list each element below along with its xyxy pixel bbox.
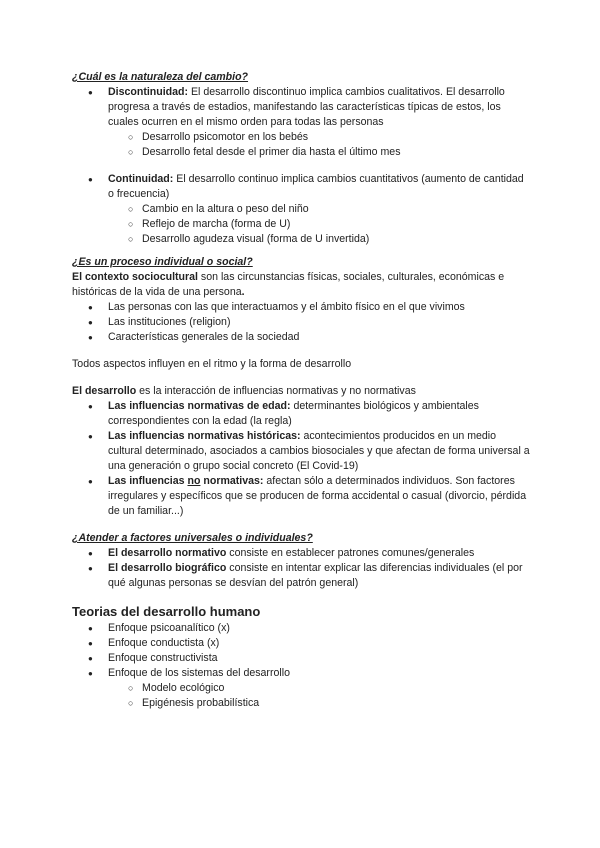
list-item: ● Enfoque psicoanalítico (x): [72, 621, 532, 636]
change-list: [72, 85, 532, 130]
list-item-continuity: [72, 172, 532, 202]
sub-item: ○ Epigénesis probabilística: [72, 696, 532, 711]
document-content: [72, 70, 532, 711]
influences-list: [72, 399, 532, 519]
term-sociocultural: El contexto sociocultural: [72, 271, 198, 283]
development-text: es la interacción de influencias normativas y no normativas: [136, 385, 416, 397]
term-non-normative-b: normativas:: [200, 475, 264, 487]
list-item-historical-influence: [72, 429, 532, 474]
systems-sublist: [72, 681, 532, 711]
section-heading-change: ¿Cuál es la naturaleza del cambio?: [72, 71, 249, 83]
term-continuity: Continuidad:: [108, 173, 174, 185]
sub-item: ○ Modelo ecológico: [72, 681, 532, 696]
period: .: [241, 286, 245, 298]
context-list: [72, 300, 532, 345]
section-heading-social: ¿Es un proceso individual o social?: [72, 256, 253, 268]
discontinuity-examples: [72, 130, 532, 160]
term-biographic: El desarrollo biográfico: [108, 562, 227, 574]
term-development: El desarrollo: [72, 385, 137, 397]
biographic-text: consiste en intentar explicar las diferencias individuales (el por qué algunas personas se desvían del patrón general): [108, 562, 523, 589]
list-item: ● Enfoque constructivista: [72, 651, 532, 666]
discontinuity-text: El desarrollo discontinuo implica cambios cualitativos. El desarrollo progresa a través de estadios, manifestando las características típicas de estos, los cuales ocurren en el mismo orden para todas las personas: [108, 86, 505, 128]
sub-item: ○ Desarrollo fetal desde el primer dia hasta el último mes: [72, 145, 532, 160]
list-item: ● Las instituciones (religion): [72, 315, 532, 330]
continuity-text: El desarrollo continuo implica cambios cuantitativos (aumento de cantidad o frecuencia): [108, 173, 524, 200]
historical-influence-text: acontecimientos producidos en un medio cultural determinado, asociados a cambios biosociales y que afectan de forma universal a una generación o grupo social concreto (El Covid-19): [108, 430, 530, 472]
term-historical-influence: Las influencias normativas históricas:: [108, 430, 301, 442]
term-age-influence: Las influencias normativas de edad:: [108, 400, 291, 412]
list-item: ● Enfoque de los sistemas del desarrollo: [72, 666, 532, 681]
normative-text: consiste en establecer patrones comunes/generales: [226, 547, 475, 559]
list-item: ● Las personas con las que interactuamos y el ámbito físico en el que vivimos: [72, 300, 532, 315]
non-normative-text: afectan sólo a determinados individuos. Son factores irregulares y específicos que se producen de forma accidental o casual (divorcio, pérdida de un familiar...): [108, 475, 527, 517]
development-paragraph: [72, 384, 532, 399]
list-item-non-normative: [72, 474, 532, 519]
term-non-normative-a: Las influencias: [108, 475, 188, 487]
sub-item: ○ Desarrollo psicomotor en los bebés: [72, 130, 532, 145]
list-item-discontinuity: [72, 85, 532, 130]
list-item: ● Enfoque conductista (x): [72, 636, 532, 651]
sociocultural-paragraph: [72, 270, 532, 300]
term-discontinuity: Discontinuidad:: [108, 86, 189, 98]
sub-item: ○ Reflejo de marcha (forma de U): [72, 217, 532, 232]
section-heading-universal: ¿Atender a factores universales o individuales?: [72, 532, 313, 544]
term-normative: El desarrollo normativo: [108, 547, 227, 559]
list-item: ● Características generales de la sociedad: [72, 330, 532, 345]
sociocultural-text: son las circunstancias físicas, sociales, culturales, económicas e históricas de la vida de una persona: [72, 271, 505, 298]
list-item-biographic: [72, 561, 532, 591]
theories-list: [72, 621, 532, 681]
influence-note: Todos aspectos influyen en el ritmo y la forma de desarrollo: [72, 358, 352, 370]
list-item-normative: [72, 546, 532, 561]
sub-item: ○ Desarrollo agudeza visual (forma de U invertida): [72, 232, 532, 247]
list-item-age-influence: [72, 399, 532, 429]
section-heading-theories: Teorias del desarrollo humano: [72, 604, 261, 619]
universal-list: [72, 546, 532, 591]
continuity-examples: [72, 202, 532, 247]
age-influence-text: determinantes biológicos y ambientales correspondientes con la edad (la regla): [108, 400, 479, 427]
sub-item: ○ Cambio en la altura o peso del niño: [72, 202, 532, 217]
term-non-normative-no: no: [187, 475, 201, 487]
change-list-2: [72, 172, 532, 202]
